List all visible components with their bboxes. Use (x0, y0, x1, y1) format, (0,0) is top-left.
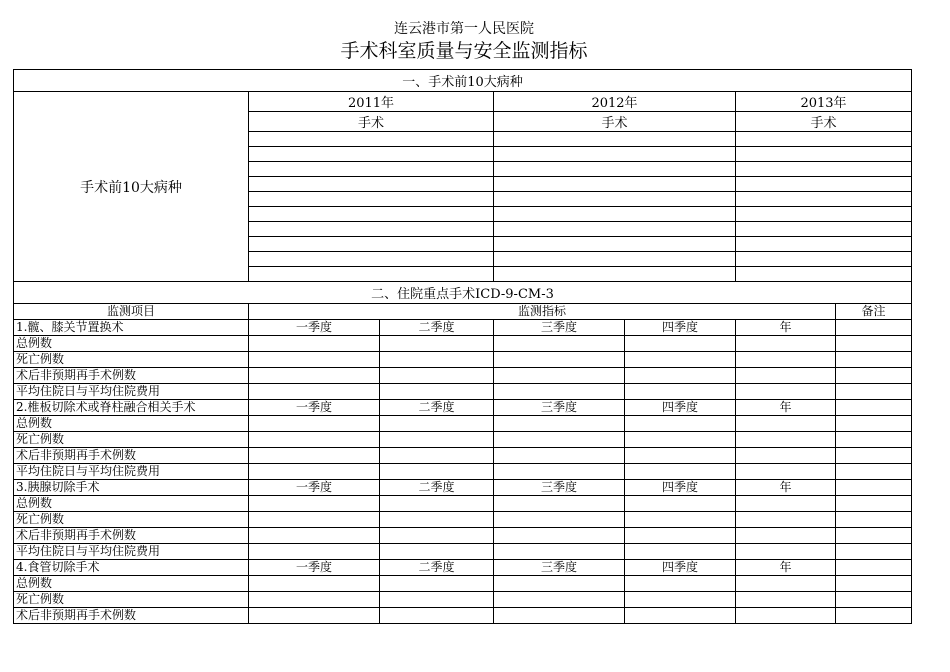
value-cell (736, 464, 836, 480)
value-cell (380, 352, 494, 368)
monitoring-table (13, 69, 912, 624)
blank-cell (494, 222, 736, 237)
blank-cell (494, 132, 736, 147)
value-cell (836, 384, 912, 400)
value-cell (736, 608, 836, 624)
value-cell (836, 576, 912, 592)
value-cell (625, 384, 736, 400)
value-cell (836, 432, 912, 448)
quarter-header: 三季度 (494, 480, 625, 496)
blank-cell (494, 267, 736, 282)
blank-cell (736, 267, 912, 282)
value-cell (249, 336, 380, 352)
value-cell (836, 496, 912, 512)
metric-label: 死亡例数 (14, 592, 249, 608)
value-cell (494, 464, 625, 480)
value-cell (249, 464, 380, 480)
quarter-header: 四季度 (625, 400, 736, 416)
metric-label: 术后非预期再手术例数 (14, 608, 249, 624)
value-cell (380, 416, 494, 432)
metric-label: 术后非预期再手术例数 (14, 448, 249, 464)
value-cell (249, 528, 380, 544)
value-cell (836, 336, 912, 352)
value-cell (494, 448, 625, 464)
blank-cell (736, 147, 912, 162)
value-cell (625, 464, 736, 480)
value-cell (380, 368, 494, 384)
value-cell (736, 384, 836, 400)
value-cell (249, 448, 380, 464)
value-cell (249, 608, 380, 624)
value-cell (836, 352, 912, 368)
quarter-header: 四季度 (625, 480, 736, 496)
metric-label: 平均住院日与平均住院费用 (14, 464, 249, 480)
value-cell (249, 544, 380, 560)
value-cell (380, 496, 494, 512)
quarter-header: 一季度 (249, 480, 380, 496)
blank-cell (494, 147, 736, 162)
value-cell (249, 512, 380, 528)
value-cell (249, 576, 380, 592)
value-cell (836, 544, 912, 560)
value-cell (836, 416, 912, 432)
metric-label: 平均住院日与平均住院费用 (14, 544, 249, 560)
value-cell (625, 544, 736, 560)
metric-label: 术后非预期再手术例数 (14, 368, 249, 384)
blank-cell (736, 237, 912, 252)
blank-cell (736, 192, 912, 207)
value-cell (736, 448, 836, 464)
value-cell (494, 432, 625, 448)
value-cell (736, 512, 836, 528)
value-cell (249, 416, 380, 432)
metric-label: 总例数 (14, 496, 249, 512)
quarter-header: 年 (736, 320, 836, 336)
blank-cell (494, 237, 736, 252)
year-header: 2013年 (736, 92, 912, 112)
value-cell (625, 608, 736, 624)
page-title: 手术科室质量与安全监测指标 (340, 40, 588, 62)
blank-cell (736, 177, 912, 192)
quarter-header: 二季度 (380, 480, 494, 496)
note-cell (836, 480, 912, 496)
value-cell (736, 352, 836, 368)
section1-row-label: 手术前10大病种 (14, 92, 249, 282)
metric-label: 总例数 (14, 336, 249, 352)
quarter-header: 二季度 (380, 560, 494, 576)
value-cell (736, 416, 836, 432)
value-cell (380, 464, 494, 480)
value-cell (836, 368, 912, 384)
value-cell (836, 448, 912, 464)
value-cell (736, 336, 836, 352)
quarter-header: 四季度 (625, 320, 736, 336)
metric-label: 总例数 (14, 416, 249, 432)
value-cell (494, 352, 625, 368)
procedure-name: 1.髋、膝关节置换术 (14, 320, 249, 336)
col-header-note: 备注 (836, 304, 912, 320)
value-cell (494, 544, 625, 560)
year-header: 2011年 (249, 92, 494, 112)
value-cell (736, 576, 836, 592)
hospital-name: 连云港市第一人民医院 (394, 21, 534, 37)
value-cell (380, 448, 494, 464)
blank-cell (736, 222, 912, 237)
value-cell (494, 496, 625, 512)
blank-cell (494, 162, 736, 177)
quarter-header: 一季度 (249, 400, 380, 416)
blank-cell (249, 132, 494, 147)
blank-cell (249, 207, 494, 222)
value-cell (736, 544, 836, 560)
value-cell (380, 432, 494, 448)
quarter-header: 年 (736, 480, 836, 496)
value-cell (625, 576, 736, 592)
quarter-header: 一季度 (249, 320, 380, 336)
quarter-header: 一季度 (249, 560, 380, 576)
value-cell (494, 608, 625, 624)
blank-cell (494, 177, 736, 192)
value-cell (249, 352, 380, 368)
note-cell (836, 560, 912, 576)
procedure-name: 3.胰腺切除手术 (14, 480, 249, 496)
value-cell (625, 448, 736, 464)
section1-heading: 一、手术前10大病种 (14, 70, 912, 92)
value-cell (249, 384, 380, 400)
blank-cell (249, 252, 494, 267)
metric-label: 死亡例数 (14, 432, 249, 448)
value-cell (494, 512, 625, 528)
blank-cell (736, 132, 912, 147)
blank-cell (736, 252, 912, 267)
quarter-header: 三季度 (494, 560, 625, 576)
value-cell (494, 528, 625, 544)
quarter-header: 年 (736, 560, 836, 576)
blank-cell (494, 192, 736, 207)
value-cell (494, 416, 625, 432)
value-cell (625, 416, 736, 432)
value-cell (736, 432, 836, 448)
value-cell (836, 608, 912, 624)
value-cell (494, 592, 625, 608)
value-cell (380, 592, 494, 608)
blank-cell (249, 162, 494, 177)
metric-label: 死亡例数 (14, 352, 249, 368)
blank-cell (249, 192, 494, 207)
value-cell (625, 368, 736, 384)
value-cell (380, 544, 494, 560)
blank-cell (736, 207, 912, 222)
metric-label: 总例数 (14, 576, 249, 592)
section2-heading: 二、住院重点手术ICD-9-CM-3 (14, 282, 912, 304)
value-cell (836, 512, 912, 528)
quarter-header: 二季度 (380, 400, 494, 416)
procedure-name: 4.食管切除手术 (14, 560, 249, 576)
surgery-subheader: 手术 (249, 112, 494, 132)
blank-cell (736, 162, 912, 177)
value-cell (380, 384, 494, 400)
value-cell (625, 432, 736, 448)
value-cell (380, 512, 494, 528)
value-cell (380, 336, 494, 352)
value-cell (494, 368, 625, 384)
year-header: 2012年 (494, 92, 736, 112)
procedure-name: 2.椎板切除术或脊柱融合相关手术 (14, 400, 249, 416)
value-cell (625, 496, 736, 512)
blank-cell (249, 237, 494, 252)
value-cell (736, 496, 836, 512)
value-cell (249, 592, 380, 608)
value-cell (380, 528, 494, 544)
quarter-header: 二季度 (380, 320, 494, 336)
surgery-subheader: 手术 (736, 112, 912, 132)
value-cell (249, 368, 380, 384)
value-cell (249, 496, 380, 512)
surgery-subheader: 手术 (494, 112, 736, 132)
col-header-item: 监测项目 (14, 304, 249, 320)
blank-cell (494, 207, 736, 222)
quarter-header: 三季度 (494, 320, 625, 336)
quarter-header: 四季度 (625, 560, 736, 576)
value-cell (494, 576, 625, 592)
blank-cell (249, 267, 494, 282)
blank-cell (249, 177, 494, 192)
quarter-header: 三季度 (494, 400, 625, 416)
metric-label: 死亡例数 (14, 512, 249, 528)
value-cell (380, 576, 494, 592)
note-cell (836, 400, 912, 416)
quarter-header: 年 (736, 400, 836, 416)
value-cell (625, 512, 736, 528)
value-cell (836, 592, 912, 608)
value-cell (625, 528, 736, 544)
metric-label: 平均住院日与平均住院费用 (14, 384, 249, 400)
value-cell (380, 608, 494, 624)
blank-cell (494, 252, 736, 267)
blank-cell (249, 147, 494, 162)
value-cell (736, 368, 836, 384)
note-cell (836, 320, 912, 336)
col-header-indicator: 监测指标 (249, 304, 836, 320)
value-cell (249, 432, 380, 448)
value-cell (625, 592, 736, 608)
value-cell (625, 352, 736, 368)
value-cell (494, 336, 625, 352)
metric-label: 术后非预期再手术例数 (14, 528, 249, 544)
value-cell (836, 464, 912, 480)
value-cell (836, 528, 912, 544)
value-cell (625, 336, 736, 352)
value-cell (736, 592, 836, 608)
value-cell (494, 384, 625, 400)
value-cell (736, 528, 836, 544)
blank-cell (249, 222, 494, 237)
